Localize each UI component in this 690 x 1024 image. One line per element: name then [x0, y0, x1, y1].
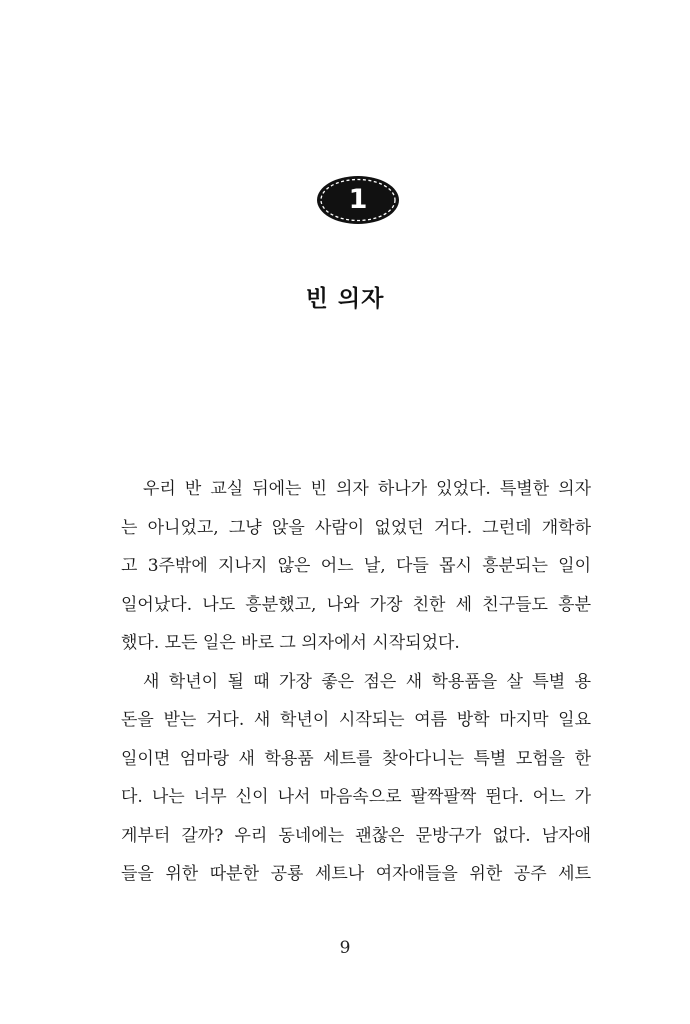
- text-line: 는 아니었고, 그냥 앉을 사람이 없었던 거다. 그런데 개학하: [121, 517, 591, 538]
- body-text: [121, 470, 591, 894]
- paragraph: [121, 663, 591, 894]
- text-line: 게부터 갈까? 우리 동네에는 괜찮은 문방구가 없다. 남자애: [121, 825, 591, 846]
- text-line: 돈을 받는 거다. 새 학년이 시작되는 여름 방학 마지막 일요: [121, 710, 591, 730]
- text-line: 새 학년이 될 때 가장 좋은 점은 새 학용품을 살 특별 용: [143, 671, 591, 692]
- text-line: 고 3주밖에 지나지 않은 어느 날, 다들 몹시 흥분되는 일이: [121, 556, 591, 576]
- text-line: 들을 위한 따분한 공룡 세트나 여자애들을 위한 공주 세트: [121, 864, 591, 884]
- text-line: 우리 반 교실 뒤에는 빈 의자 하나가 있었다. 특별한 의자: [143, 479, 591, 499]
- chapter-number: 1: [348, 184, 368, 215]
- chapter-title: 빈 의자: [305, 286, 385, 312]
- paragraph: [121, 470, 591, 663]
- text-line: 일이면 엄마랑 새 학용품 세트를 찾아다니는 특별 모험을 한: [121, 748, 591, 769]
- text-line: 다. 나는 너무 신이 나서 마음속으로 팔짝팔짝 뛴다. 어느 가: [121, 787, 591, 807]
- text-line: 일어났다. 나도 흥분했고, 나와 가장 친한 세 친구들도 흥분: [121, 594, 591, 615]
- page-number: 9: [339, 938, 351, 958]
- chapter-number-badge: [316, 175, 400, 225]
- text-line: 했다. 모든 일은 바로 그 의자에서 시작되었다.: [121, 633, 460, 653]
